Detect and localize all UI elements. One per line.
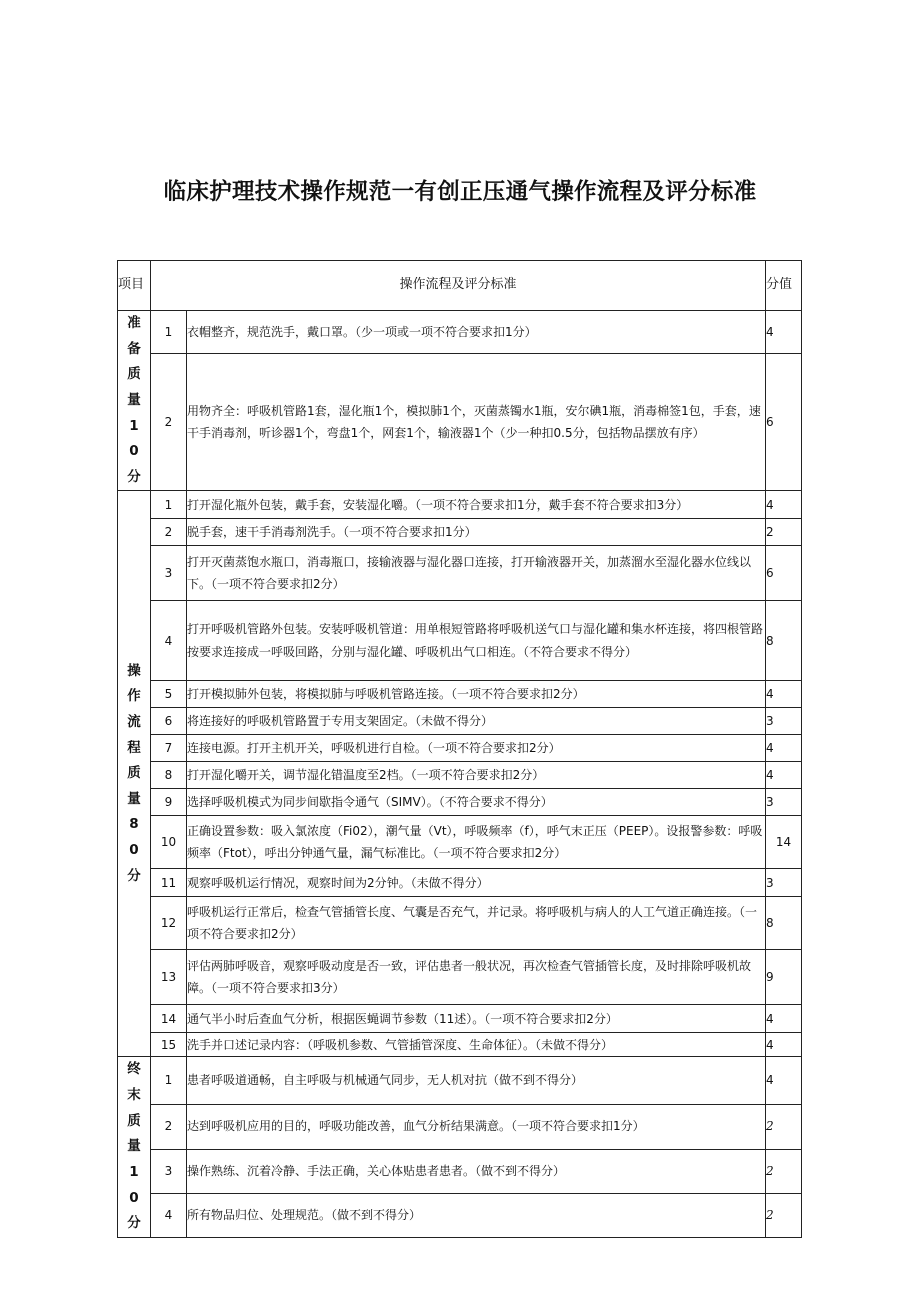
row-score: 4 [766, 1005, 802, 1033]
row-score: 2 [766, 1104, 802, 1150]
row-number: 6 [151, 708, 187, 735]
row-score: 6 [766, 546, 802, 601]
row-number: 4 [151, 601, 187, 681]
row-score: 4 [766, 1033, 802, 1057]
table-row [118, 681, 802, 708]
row-text: 所有物品归位、处理规范。（做不到不得分） [187, 1194, 766, 1238]
row-text: 观察呼吸机运行情况，观察时间为2分钟。（未做不得分） [187, 869, 766, 897]
section-label-final: 终末质量10分 [118, 1057, 151, 1237]
row-number: 9 [151, 789, 187, 816]
table-row [118, 1104, 802, 1150]
table-row [118, 491, 802, 519]
row-text: 连接电源。打开主机开关，呼吸机进行自检。（一项不符合要求扣2分） [187, 735, 766, 762]
row-number: 11 [151, 869, 187, 897]
scoring-table [117, 260, 802, 1238]
row-text: 评估两肺呼吸音，观察呼吸动度是否一致，评估患者一般状况，再次检查气管插管长度，及时排除呼吸机故障。（一项不符合要求扣3分） [187, 950, 766, 1005]
table-header-row [118, 261, 802, 311]
row-number: 1 [151, 1057, 187, 1104]
row-number: 5 [151, 681, 187, 708]
row-text: 患者呼吸道通畅，自主呼吸与机械通气同步，无人机对抗（做不到不得分） [187, 1057, 766, 1104]
table-row [118, 762, 802, 789]
document-title: 临床护理技术操作规范一有创正压通气操作流程及评分标准 [163, 179, 757, 205]
row-text: 洗手并口述记录内容：（呼吸机参数、气管插管深度、生命体征）。（未做不得分） [187, 1033, 766, 1057]
row-score: 6 [766, 354, 802, 491]
row-number: 14 [151, 1005, 187, 1033]
table-row [118, 311, 802, 354]
row-score: 4 [766, 491, 802, 519]
table-row [118, 897, 802, 950]
row-score: 3 [766, 708, 802, 735]
header-procedure: 操作流程及评分标准 [151, 261, 766, 311]
table-row [118, 950, 802, 1005]
row-number: 2 [151, 519, 187, 546]
row-score: 4 [766, 735, 802, 762]
row-text: 达到呼吸机应用的目的，呼吸功能改善，血气分析结果满意。（一项不符合要求扣1分） [187, 1104, 766, 1150]
row-number: 10 [151, 816, 187, 869]
table-row [118, 1150, 802, 1194]
row-text: 衣帽整齐，规范洗手，戴口罩。（少一项或一项不符合要求扣1分） [187, 311, 766, 354]
table-row [118, 816, 802, 869]
row-number: 4 [151, 1194, 187, 1238]
row-score: 4 [766, 311, 802, 354]
section-label-procedure: 操作流程质量80分 [118, 491, 151, 1057]
table-row [118, 1057, 802, 1104]
row-score: 3 [766, 869, 802, 897]
row-score: 14 [766, 816, 802, 869]
section-label-preparation: 准备质量10分 [118, 311, 151, 491]
row-number: 3 [151, 1150, 187, 1194]
row-text: 呼吸机运行正常后，检查气管插管长度、气囊是否充气，并记录。将呼吸机与病人的人工气道正确连接。（一项不符合要求扣2分） [187, 897, 766, 950]
row-score: 4 [766, 762, 802, 789]
row-text: 通气半小时后查血气分析，根据医蝇调节参数（11述）。（一项不符合要求扣2分） [187, 1005, 766, 1033]
row-number: 1 [151, 491, 187, 519]
table-row [118, 789, 802, 816]
row-number: 2 [151, 354, 187, 491]
row-text: 用物齐全：呼吸机管路1套，湿化瓶1个，模拟肺1个，灭菌蒸镯水1瓶，安尔碘1瓶，消毒棉签1包，手套，速干手消毒剂，听诊器1个，弯盘1个，网套1个，输液器1个（少一种扣0.5分，包括物品摆放有序） [187, 354, 766, 491]
row-score: 3 [766, 789, 802, 816]
row-text: 打开灭菌蒸饱水瓶口，消毒瓶口，接输液器与湿化器口连接，打开输液器开关，加蒸溜水至湿化器水位线以下。（一项不符合要求扣2分） [187, 546, 766, 601]
row-text: 打开湿化嚼开关，调节湿化错温度至2档。（一项不符合要求扣2分） [187, 762, 766, 789]
table-row [118, 601, 802, 681]
row-score: 9 [766, 950, 802, 1005]
row-score: 4 [766, 1057, 802, 1104]
row-score: 8 [766, 601, 802, 681]
row-score: 8 [766, 897, 802, 950]
table-row [118, 1033, 802, 1057]
row-number: 1 [151, 311, 187, 354]
row-number: 15 [151, 1033, 187, 1057]
row-number: 8 [151, 762, 187, 789]
table-row [118, 1005, 802, 1033]
row-number: 3 [151, 546, 187, 601]
row-text: 打开湿化瓶外包装，戴手套，安装湿化嚼。（一项不符合要求扣1分，戴手套不符合要求扣3分） [187, 491, 766, 519]
table-row [118, 546, 802, 601]
row-score: 4 [766, 681, 802, 708]
header-score: 分值 [766, 261, 802, 311]
row-number: 13 [151, 950, 187, 1005]
row-score: 2 [766, 1150, 802, 1194]
row-score: 2 [766, 1194, 802, 1238]
row-number: 7 [151, 735, 187, 762]
row-text: 将连接好的呼吸机管路置于专用支架固定。（未做不得分） [187, 708, 766, 735]
row-text: 打开呼吸机管路外包装。安装呼吸机管道：用单根短管路将呼吸机送气口与湿化罐和集水杯连接，将四根管路按要求连接成一呼吸回路，分别与湿化罐、呼吸机出气口相连。（不符合要求不得分） [187, 601, 766, 681]
table-row [118, 1194, 802, 1238]
row-text: 打开模拟肺外包装，将模拟肺与呼吸机管路连接。（一项不符合要求扣2分） [187, 681, 766, 708]
table-row [118, 708, 802, 735]
row-number: 12 [151, 897, 187, 950]
table-row [118, 519, 802, 546]
row-text: 脱手套，速干手消毒剂洗手。（一项不符合要求扣1分） [187, 519, 766, 546]
table-row [118, 735, 802, 762]
header-item: 项目 [118, 261, 151, 311]
table-row [118, 869, 802, 897]
table-row [118, 354, 802, 491]
row-text: 正确设置参数：吸入氯浓度（Fi02），潮气量（Vt），呼吸频率（f），呼气末正压（PEEP）。设报警参数：呼吸频率（Ftot），呼出分钟通气量，漏气标准比。（一项不符合要求扣2分） [187, 816, 766, 869]
row-text: 选择呼吸机模式为同步间歇指令通气（SIMV）。（不符合要求不得分） [187, 789, 766, 816]
row-number: 2 [151, 1104, 187, 1150]
row-text: 操作熟练、沉着冷静、手法正确，关心体贴患者患者。（做不到不得分） [187, 1150, 766, 1194]
row-score: 2 [766, 519, 802, 546]
